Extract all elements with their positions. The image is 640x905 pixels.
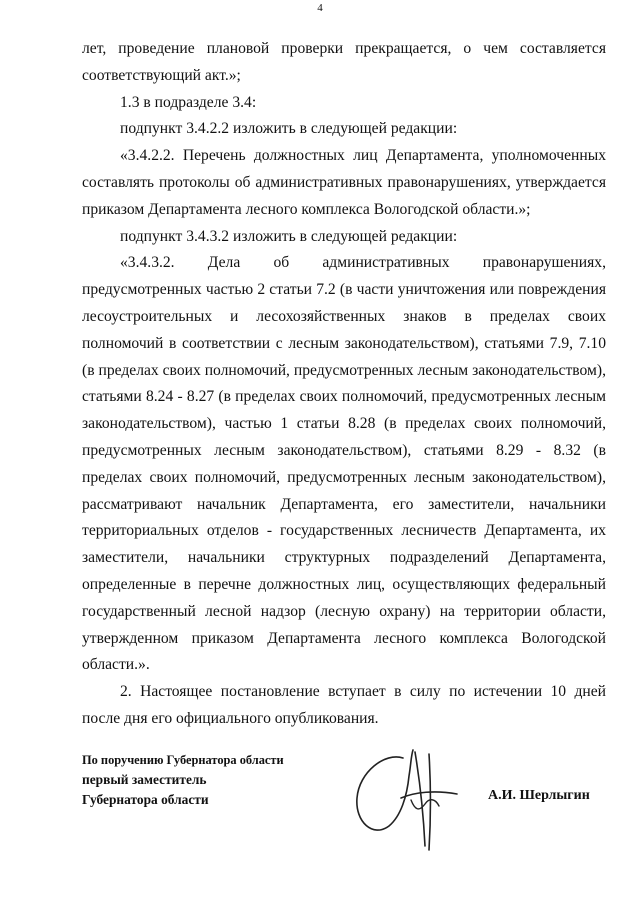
signatory-name: А.И. Шерлыгин	[488, 788, 590, 803]
signature-block	[82, 750, 284, 810]
paragraph: «3.4.2.2. Перечень должностных лиц Департамента, уполномоченных составлять протоколы об административных правонарушениях, утверждается приказом Департамента лесного комплекса Вологодской области.»;	[82, 147, 606, 218]
signatory-position-line: Губернатора области	[82, 792, 209, 807]
paragraph: 1.3 в подразделе 3.4:	[120, 93, 257, 111]
paragraph: подпункт 3.4.3.2 изложить в следующей редакции:	[120, 227, 458, 245]
paragraph: подпункт 3.4.2.2 изложить в следующей редакции:	[120, 120, 458, 138]
page-number: 4	[317, 2, 323, 14]
signatory-position-line: первый заместитель	[82, 772, 207, 787]
signature-authority-line: По поручению Губернатора области	[82, 753, 284, 767]
paragraph: лет, проведение плановой проверки прекращается, о чем составляется соответствующий акт.»;	[82, 40, 606, 84]
document-body	[82, 36, 606, 733]
paragraph: «3.4.3.2. Дела об административных правонарушениях, предусмотренных частью 2 статьи 7.2 (в части уничтожения или повреждения лесоустроительных и лесохозяйственных знаков в пределах своих полномочий в соответствии с лесным законодательством), статьями 7.9, 7.10 (в пределах своих полномочий, предусмотренных лесным законодательством), статьями 8.24 - 8.27 (в пределах своих полномочий, предусмотренных лесным законодательством), частью 1 статьи 8.28 (в пределах своих полномочий, предусмотренных лесным законодательством), статьями 8.29 - 8.32 (в пределах своих полномочий, предусмотренных лесным законодательством), рассматривают начальник Департамента, его заместители, начальники территориальных отделов - государственных лесничеств Департамента, их заместители, начальники структурных подразделений Департамента, определенные в перечне должностных лиц, осуществляющих федеральный государственный лесной надзор (лесную охрану) на территории области, утвержденном приказом Департамента лесного комплекса Вологодской области.».	[82, 254, 606, 674]
paragraph: 2. Настоящее постановление вступает в силу по истечении 10 дней после дня его официального опубликования.	[82, 683, 606, 727]
handwritten-signature	[345, 746, 465, 856]
